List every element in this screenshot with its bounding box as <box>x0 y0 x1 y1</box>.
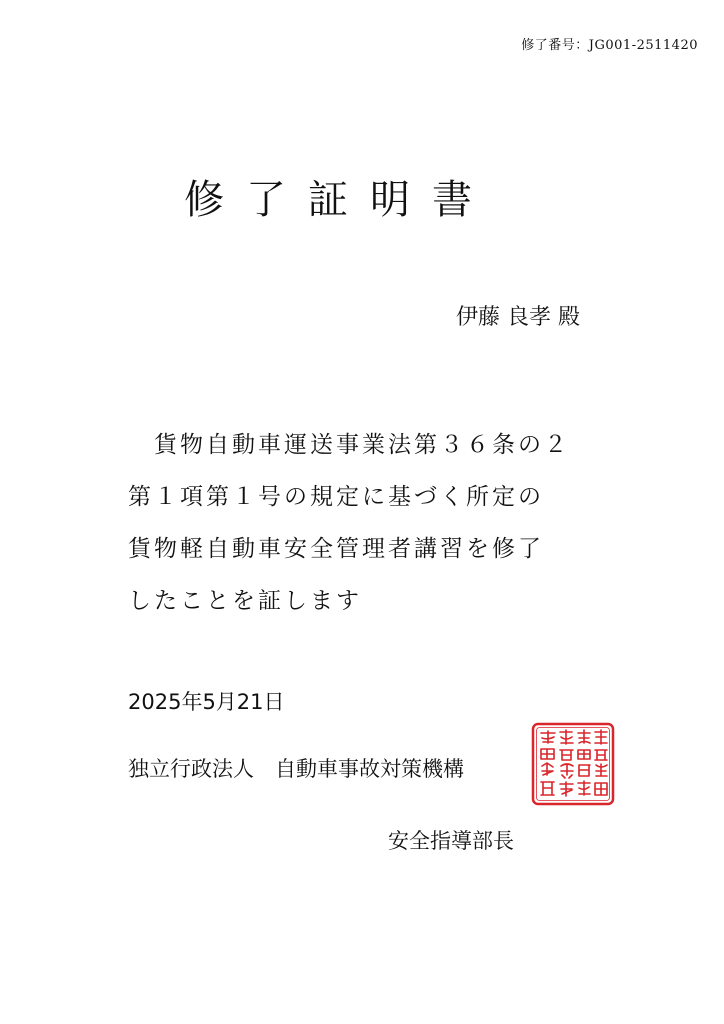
body-line: 貨物自動車運送事業法第３６条の２ <box>128 432 570 458</box>
issuer-title: 安全指導部長 <box>388 829 514 853</box>
seal-graphic <box>531 722 615 806</box>
body-line: 第１項第１号の規定に基づく所定の <box>128 484 544 510</box>
certificate-body <box>128 430 570 638</box>
issue-date: 2025年5月21日 <box>128 690 285 714</box>
certificate-title: 修了証明書 <box>184 177 494 223</box>
official-seal-icon <box>531 722 615 806</box>
recipient-name: 伊藤 良孝 殿 <box>456 305 580 330</box>
certificate-number: 修了番号：JG001-2511420 <box>521 38 698 53</box>
body-line: 貨物軽自動車安全管理者講習を修了 <box>128 536 544 562</box>
issuer-organization: 独立行政法人 自動車事故対策機構 <box>128 757 464 781</box>
body-line: したことを証します <box>128 588 362 614</box>
